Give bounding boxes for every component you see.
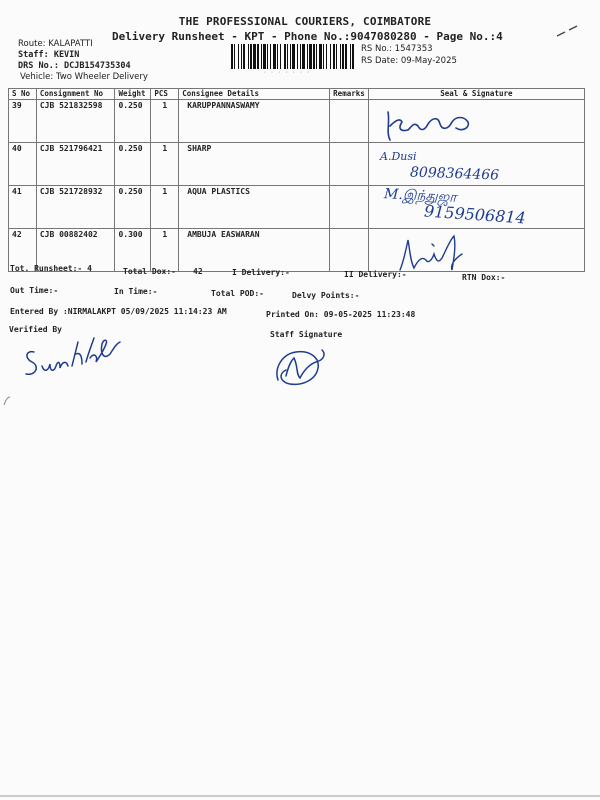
barcode-bar (352, 44, 354, 69)
cell-sno: 39 (9, 100, 37, 143)
barcode-bar (302, 44, 305, 69)
barcode-bar (350, 44, 351, 69)
signature-row40-initials: A.Dusi (380, 150, 417, 163)
cell-sno: 40 (9, 143, 37, 186)
entered-by: Entered By :NIRMALAKPT 05/09/2025 11:14:23 AM (10, 307, 227, 316)
delvy-points: Delvy Points:- (292, 291, 360, 300)
cell-weight: 0.250 (115, 100, 151, 143)
barcode-bar (270, 44, 271, 69)
total-dox-label: Total Dox:- (123, 267, 176, 276)
barcode-bar (342, 44, 344, 69)
verified-by-label: Verified By (9, 325, 62, 334)
barcode-caption: · · · · · · · (263, 69, 310, 76)
cell-consignment: CJB 521796421 (36, 143, 115, 186)
total-dox-value: 42 (193, 267, 203, 276)
cell-pcs: 1 (151, 229, 179, 272)
barcode-bar (333, 44, 335, 69)
barcode-bar (248, 44, 249, 69)
barcode-bar (253, 44, 256, 69)
staff-signature-label: Staff Signature (270, 330, 343, 339)
barcode-bar (319, 44, 322, 69)
document-title: THE PROFESSIONAL COURIERS, COIMBATORE (178, 15, 432, 28)
cell-consignee: SHARP (179, 143, 330, 186)
cell-consignee: KARUPPANNASWAMY (179, 100, 330, 143)
barcode-bar (263, 44, 266, 69)
col-header-weight: Weight (115, 89, 151, 100)
table-row (9, 229, 585, 272)
page-bottom-edge (0, 795, 600, 797)
barcode-bar (336, 44, 337, 69)
handwritten-name-row41: M.இந்துஜா (383, 186, 457, 206)
barcode-bar (297, 44, 298, 69)
barcode-bar (326, 44, 327, 69)
runsheet-subtitle: Delivery Runsheet - KPT - Phone No.:9047080280 - Page No.:4 (112, 30, 503, 43)
handwritten-phone-row41: 9159506814 (423, 201, 527, 228)
total-pod: Total POD:- (211, 289, 264, 298)
col-header-remarks: Remarks (330, 89, 369, 100)
cell-weight: 0.250 (115, 186, 151, 229)
signature-row39 (378, 108, 488, 144)
cell-weight: 0.250 (115, 143, 151, 186)
cell-sno: 42 (9, 229, 37, 272)
barcode-bar (280, 44, 281, 69)
drs-number: DRS No.: DCJB154735304 (18, 61, 131, 71)
cell-remarks (330, 186, 369, 229)
tot-runsheet: Tot. Runsheet:- 4 (10, 264, 92, 273)
edge-mark (2, 395, 12, 407)
barcode-bar (267, 44, 268, 69)
barcode-bar (309, 44, 312, 69)
col-header-consignment: Consignment No (36, 89, 115, 100)
barcode-bar (261, 44, 262, 69)
staff-signature-mark (272, 340, 332, 392)
col-header-sno: S No (9, 89, 37, 100)
barcode-bar (300, 44, 301, 69)
table-header-row (9, 89, 585, 100)
barcode-bar (287, 44, 288, 69)
cell-remarks (330, 229, 369, 272)
out-time: Out Time:- (10, 286, 59, 295)
staff-label: Staff: KEVIN (18, 50, 80, 60)
cell-pcs: 1 (151, 143, 179, 186)
barcode-bar (277, 44, 278, 69)
cell-consignee: AQUA PLASTICS (179, 186, 330, 229)
cell-remarks (330, 143, 369, 186)
barcode-bar (257, 44, 259, 69)
cell-weight: 0.300 (115, 229, 151, 272)
cell-consignment: CJB 521832598 (36, 100, 115, 143)
route-label: Route: KALAPATTI (18, 39, 93, 49)
handwritten-phone-row40: 8098364466 (409, 164, 500, 184)
cell-consignment: CJB 521728932 (36, 186, 115, 229)
barcode (231, 44, 357, 69)
barcode-bar (241, 44, 242, 69)
table-row (9, 100, 585, 143)
barcode-bar (234, 44, 235, 69)
vehicle-label: Vehicle: Two Wheeler Delivery (20, 72, 148, 82)
cell-remarks (330, 100, 369, 143)
barcode-bar (323, 44, 324, 69)
barcode-bar (313, 44, 315, 69)
in-time: In Time:- (114, 287, 158, 296)
rtn-dox: RTN Dox:- (462, 273, 506, 282)
barcode-bar (290, 44, 291, 69)
corner-mark (555, 24, 581, 40)
rs-number: RS No.: 1547353 (361, 44, 433, 54)
col-header-consignee: Consignee Details (179, 89, 330, 100)
col-header-signature: Seal & Signature (368, 89, 584, 100)
cell-pcs: 1 (151, 186, 179, 229)
barcode-bar (340, 44, 341, 69)
barcode-bar (307, 44, 308, 69)
cell-sno: 41 (9, 186, 37, 229)
barcode-bar (273, 44, 276, 69)
cell-consignee: AMBUJA EASWARAN (179, 229, 330, 272)
cell-pcs: 1 (151, 100, 179, 143)
barcode-bar (231, 44, 233, 69)
printed-on: Printed On: 09-05-2025 11:23:48 (266, 310, 416, 319)
col-header-pcs: PCS (151, 89, 179, 100)
barcode-bar (250, 44, 252, 69)
i-delivery: I Delivery:- (232, 268, 290, 277)
barcode-bar (284, 44, 286, 69)
barcode-bar (345, 44, 347, 69)
barcode-bar (238, 44, 239, 69)
cell-consignment: CJB 00882402 (36, 229, 115, 272)
rs-date: RS Date: 09-May-2025 (361, 56, 457, 66)
barcode-bar (243, 44, 245, 69)
ii-delivery: II Delivery:- (344, 270, 407, 279)
barcode-bar (292, 44, 295, 69)
verified-by-signature (20, 332, 126, 386)
barcode-bar (316, 44, 317, 69)
barcode-bar (330, 44, 331, 69)
